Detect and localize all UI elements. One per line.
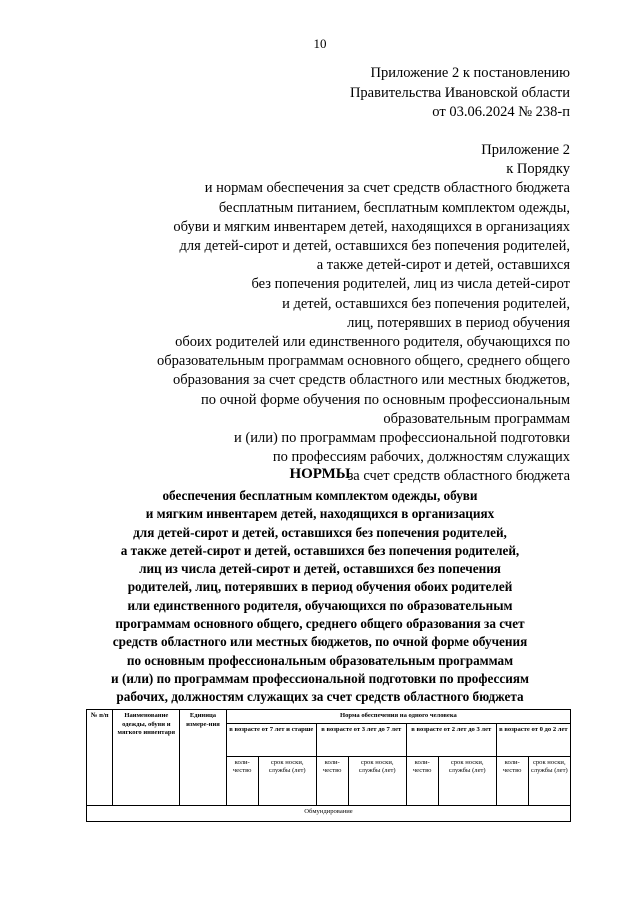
col-header-name: Наименование одежды, обуви и мягкого инвентаря (113, 710, 180, 806)
procedure-header-line: Приложение 2 (481, 142, 570, 158)
document-subtitle (70, 487, 570, 707)
qty-header: коли-чество (406, 756, 438, 805)
appendix-header-line: Правительства Ивановской области (349, 84, 570, 101)
term-header: срок носки, службы (лет) (258, 756, 316, 805)
page-number: 10 (313, 36, 327, 51)
procedure-header-line: обуви и мягким инвентарем детей, находящихся в организациях (173, 218, 570, 235)
subtitle-line: рабочих, должностям служащих за счет средств областного бюджета (116, 689, 524, 705)
appendix-header (350, 64, 570, 123)
procedure-header-line: образовательным программам основного общего, среднего общего (157, 353, 570, 370)
subtitle-line: или единственного родителя, обучающихся по образовательным (127, 597, 513, 613)
subtitle-line: для детей-сирот и детей, оставшихся без попечения родителей, (133, 524, 507, 540)
procedure-header-line: по очной форме обучения по основным профессиональным (201, 391, 570, 408)
procedure-header-line: к Порядку (506, 161, 570, 178)
qty-header: коли-чество (226, 756, 258, 805)
qty-header: коли-чество (316, 756, 348, 805)
col-header-unit: Единица измере-ния (180, 710, 227, 806)
subtitle-line: а также детей-сирот и детей, оставшихся без попечения родителей, (120, 542, 520, 558)
subtitle-line: и (или) по программам профессиональной подготовки по профессиям (111, 670, 529, 686)
qty-header: коли-чество (496, 756, 528, 805)
procedure-header-line: обоих родителей или единственного родителя, обучающихся по (175, 334, 570, 351)
norm-header: Норма обеспечения на одного человека (226, 710, 570, 724)
procedure-header-line: для детей-сирот и детей, оставшихся без попечения родителей, (179, 238, 570, 255)
procedure-header-line: и (или) по программам профессиональной подготовки (234, 430, 570, 447)
procedure-header-line: образовательным программам (383, 410, 570, 427)
procedure-header (157, 141, 570, 487)
age-group-header: в возрасте от 0 до 2 лет (496, 723, 570, 756)
procedure-header-line: лиц, потерявших в период обучения (347, 314, 570, 331)
subtitle-line: родителей, лиц, потерявших в период обучения обоих родителей (127, 579, 513, 595)
subtitle-line: программам основного общего, среднего общего образования за счет (115, 616, 525, 632)
col-header-number: № п/п (87, 710, 113, 806)
procedure-header-line: без попечения родителей, лиц из числа детей-сирот (251, 276, 570, 293)
document-title: НОРМЫ (289, 466, 351, 482)
procedure-header-line: за счет средств областного бюджета (347, 468, 570, 485)
norms-table (86, 709, 571, 822)
procedure-header-line: по профессиям рабочих, должностям служащих (272, 449, 570, 466)
table-header-row (87, 710, 571, 724)
term-header: срок носки, службы (лет) (528, 756, 570, 805)
procedure-header-line: образования за счет средств областного или местных бюджетов, (173, 372, 570, 389)
age-group-header: в возрасте от 7 лет и старше (226, 723, 316, 756)
appendix-header-line: от 03.06.2024 № 238-п (432, 104, 570, 120)
subtitle-line: по основным профессиональным образовательным программам (126, 652, 514, 668)
subtitle-line: обеспечения бесплатным комплектом одежды, обуви (162, 488, 478, 503)
table-section-row (87, 805, 571, 821)
term-header: срок носки, службы (лет) (438, 756, 496, 805)
subtitle-line: лиц из числа детей-сирот и детей, оставшихся без попечения (139, 561, 501, 577)
subtitle-line: средств областного или местных бюджетов, по очной форме обучения (112, 634, 528, 650)
age-group-header: в возрасте от 3 лет до 7 лет (316, 723, 406, 756)
section-label: Обмундирование (87, 805, 571, 821)
procedure-header-line: и детей, оставшихся без попечения родителей, (282, 295, 570, 312)
procedure-header-line: а также детей-сирот и детей, оставшихся (316, 257, 570, 274)
procedure-header-line: бесплатным питанием, бесплатным комплектом одежды, (218, 199, 570, 216)
age-group-header: в возрасте от 2 лет до 3 лет (406, 723, 496, 756)
appendix-header-line: Приложение 2 к постановлению (370, 65, 570, 81)
term-header: срок носки, службы (лет) (348, 756, 406, 805)
procedure-header-line: и нормам обеспечения за счет средств областного бюджета (204, 180, 570, 197)
subtitle-line: и мягким инвентарем детей, находящихся в организациях (145, 506, 495, 522)
